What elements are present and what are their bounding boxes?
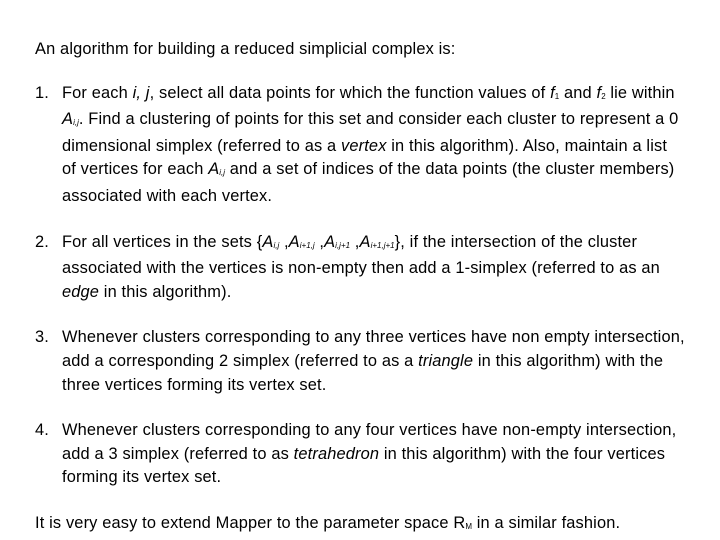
subscript: 2 — [601, 91, 606, 101]
document-body — [35, 38, 685, 539]
subscript: M — [465, 521, 473, 531]
step-number: 4. — [35, 421, 49, 440]
algorithm-steps — [35, 82, 685, 490]
text-run: Whenever clusters corresponding to any three vertices have non empty intersection, add a corresponding 2 simplex (referred to as a — [62, 328, 685, 370]
subscript: 1 — [554, 91, 560, 101]
algorithm-step-3 — [35, 326, 685, 397]
subscript: i,j+1 — [335, 240, 351, 250]
italic-term: A — [208, 160, 220, 179]
italic-term: f — [596, 83, 602, 102]
italic-term: tetrahedron — [293, 444, 380, 463]
subscript: i+1,j+1 — [370, 240, 395, 250]
italic-term: A — [359, 232, 371, 251]
closing-text — [35, 512, 685, 539]
text-run: , select all data points for which the function values of — [149, 83, 551, 102]
step-text — [62, 328, 685, 393]
text-run: For each — [62, 83, 133, 102]
step-number: 2. — [35, 232, 49, 251]
subscript: i,j — [219, 168, 226, 178]
text-run: in this algorithm) with the four vertices forming its vertex set. — [62, 444, 666, 487]
step-number: 1. — [35, 83, 49, 102]
subscript: i+1,j — [299, 240, 315, 250]
text-run: }, if the intersection of the cluster associated with the vertices is non-empty then add a 1-simplex (referred to as an — [62, 232, 660, 278]
text-run: , — [314, 232, 325, 251]
step-text — [62, 233, 660, 301]
italic-term: triangle — [418, 351, 474, 370]
text-run: in this algorithm). Also, maintain a list of vertices for each — [62, 136, 668, 179]
text-run: , — [350, 232, 360, 251]
text-run: in this algorithm). — [99, 282, 232, 301]
text-run: in this algorithm) with the three vertices forming its vertex set. — [62, 351, 664, 394]
step-number: 3. — [35, 328, 49, 347]
text-run: , — [279, 232, 289, 251]
text-run: . Find a clustering of points for this set and consider each cluster to represent a 0 dimensional simplex (referred to as a — [62, 110, 679, 155]
italic-term: A — [288, 232, 300, 251]
italic-term: edge — [62, 282, 100, 301]
text-run: For all vertices in the sets { — [62, 232, 263, 251]
text-run: and — [559, 83, 597, 102]
text-run: Whenever clusters corresponding to any four vertices have non-empty intersection, add a 3 simplex (referred to as — [62, 421, 677, 463]
text-run: and a set of indices of the data points (the cluster members) associated with each vertex. — [62, 160, 675, 205]
algorithm-step-2 — [35, 231, 685, 305]
italic-term: A — [324, 232, 336, 251]
step-text — [62, 84, 678, 205]
text-run: in a similar fashion. — [472, 513, 621, 532]
italic-term: A — [262, 232, 274, 251]
italic-term: vertex — [341, 136, 387, 155]
algorithm-step-1 — [35, 82, 685, 209]
subscript: i,j — [273, 240, 280, 250]
algorithm-step-4 — [35, 419, 685, 490]
subscript: i,j — [73, 118, 79, 128]
italic-term: f — [550, 83, 555, 102]
italic-term: A — [62, 110, 74, 129]
italic-term: i, j — [132, 83, 150, 102]
intro-text: An algorithm for building a reduced simplicial complex is: — [35, 40, 456, 58]
step-text — [62, 421, 676, 486]
text-run: lie within — [605, 83, 675, 102]
text-run: It is very easy to extend Mapper to the parameter space R — [35, 513, 466, 532]
